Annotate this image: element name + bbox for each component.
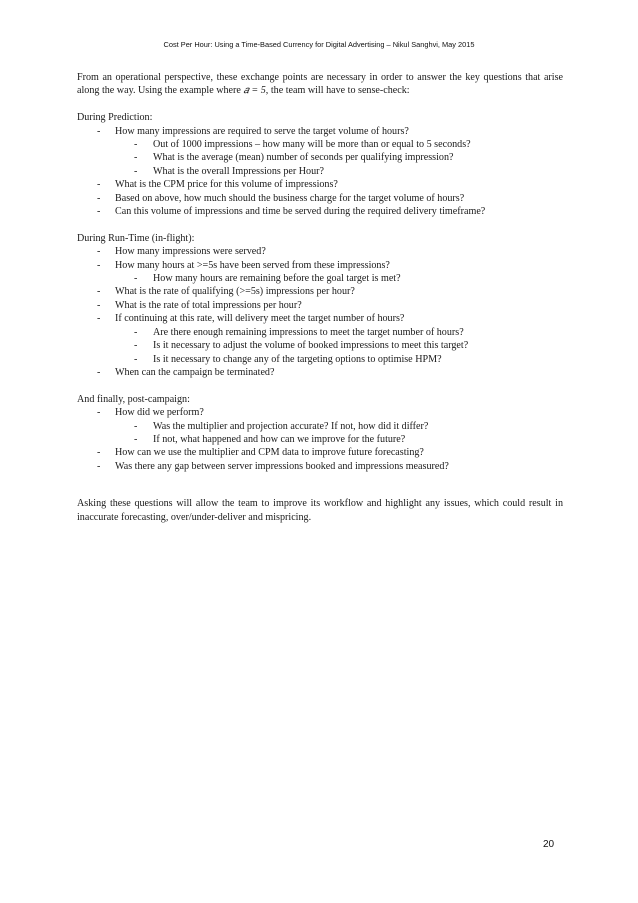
page-number: 20 xyxy=(543,839,555,850)
list-dash: - xyxy=(97,407,101,419)
list-item: - How many hours at >=5s have been served from these impressions? xyxy=(97,259,390,271)
list-item: - When can the campaign be terminated? xyxy=(97,366,275,378)
list-dash: - xyxy=(97,246,101,258)
list-item: - How can we use the multiplier and CPM data to improve future forecasting? xyxy=(97,447,424,459)
list-item: - What is the rate of total impressions per hour? xyxy=(97,299,302,311)
list-dash: - xyxy=(134,353,138,365)
list-dash: - xyxy=(97,206,101,218)
post-campaign-heading: And finally, post-campaign: xyxy=(77,393,190,405)
running-header: Cost Per Hour: Using a Time-Based Currency for Digital Advertising – Nikul Sanghvi, May 2015 xyxy=(163,40,475,49)
list-item: - Based on above, how much should the business charge for the target volume of hours? xyxy=(97,192,465,204)
list-dash: - xyxy=(97,192,101,204)
sub-list-item: - Is it necessary to change any of the targeting options to optimise HPM? xyxy=(134,353,442,365)
list-dash: - xyxy=(134,326,138,338)
list-item: - What is the CPM price for this volume of impressions? xyxy=(97,179,338,191)
list-dash: - xyxy=(134,340,138,352)
intro-text-end: , the team will have to sense-check: xyxy=(265,85,410,97)
list-item: - How did we perform? xyxy=(97,407,204,419)
prediction-heading: During Prediction: xyxy=(77,112,153,124)
sub-list-item: - What is the overall Impressions per Hour? xyxy=(134,165,324,177)
list-dash: - xyxy=(134,273,138,285)
runtime-heading: During Run-Time (in-flight): xyxy=(77,232,195,244)
list-dash: - xyxy=(97,125,101,137)
list-dash: - xyxy=(134,152,138,164)
list-dash: - xyxy=(97,286,101,298)
sub-list-item: - If not, what happened and how can we improve for the future? xyxy=(134,433,406,445)
list-dash: - xyxy=(97,447,101,459)
list-dash: - xyxy=(97,259,101,271)
list-dash: - xyxy=(134,165,138,177)
list-item: - How many impressions were served? xyxy=(97,246,266,258)
list-item: - Was there any gap between server impressions booked and impressions measured? xyxy=(97,460,449,472)
math-expression: 𝑎 = 5 xyxy=(243,85,266,97)
intro-text-start: From an operational perspective, these exchange points are necessary in order to answer the key questions that arise along the way. Using the example where xyxy=(77,72,563,97)
page-body xyxy=(77,71,563,524)
sub-list-item: - Out of 1000 impressions – how many will be more than or equal to 5 seconds? xyxy=(134,139,471,151)
sub-list-item: - Was the multiplier and projection accurate? If not, how did it differ? xyxy=(134,420,429,432)
list-dash: - xyxy=(97,460,101,472)
sub-list-item: - What is the average (mean) number of seconds per qualifying impression? xyxy=(134,152,454,164)
list-dash: - xyxy=(97,299,101,311)
intro-paragraph xyxy=(77,71,563,98)
list-item: - How many impressions are required to serve the target volume of hours? xyxy=(97,125,409,137)
list-item: - Can this volume of impressions and time be served during the required delivery timeframe? xyxy=(97,206,486,218)
list-dash: - xyxy=(134,139,138,151)
list-dash: - xyxy=(97,179,101,191)
list-dash: - xyxy=(97,366,101,378)
list-dash: - xyxy=(134,433,138,445)
list-dash: - xyxy=(97,313,101,325)
list-item: - What is the rate of qualifying (>=5s) impressions per hour? xyxy=(97,286,355,298)
sub-list-item: - Is it necessary to adjust the volume of booked impressions to meet this target? xyxy=(134,340,469,352)
list-item: - If continuing at this rate, will delivery meet the target number of hours? xyxy=(97,313,405,325)
sub-list-item: - How many hours are remaining before the goal target is met? xyxy=(134,273,401,285)
conclusion-paragraph: Asking these questions will allow the team to improve its workflow and highlight any issues, which could result in inaccurate forecasting, over/under-deliver and mispricing. xyxy=(77,498,563,523)
sub-list-item: - Are there enough remaining impressions to meet the target number of hours? xyxy=(134,326,464,338)
list-dash: - xyxy=(134,420,138,432)
